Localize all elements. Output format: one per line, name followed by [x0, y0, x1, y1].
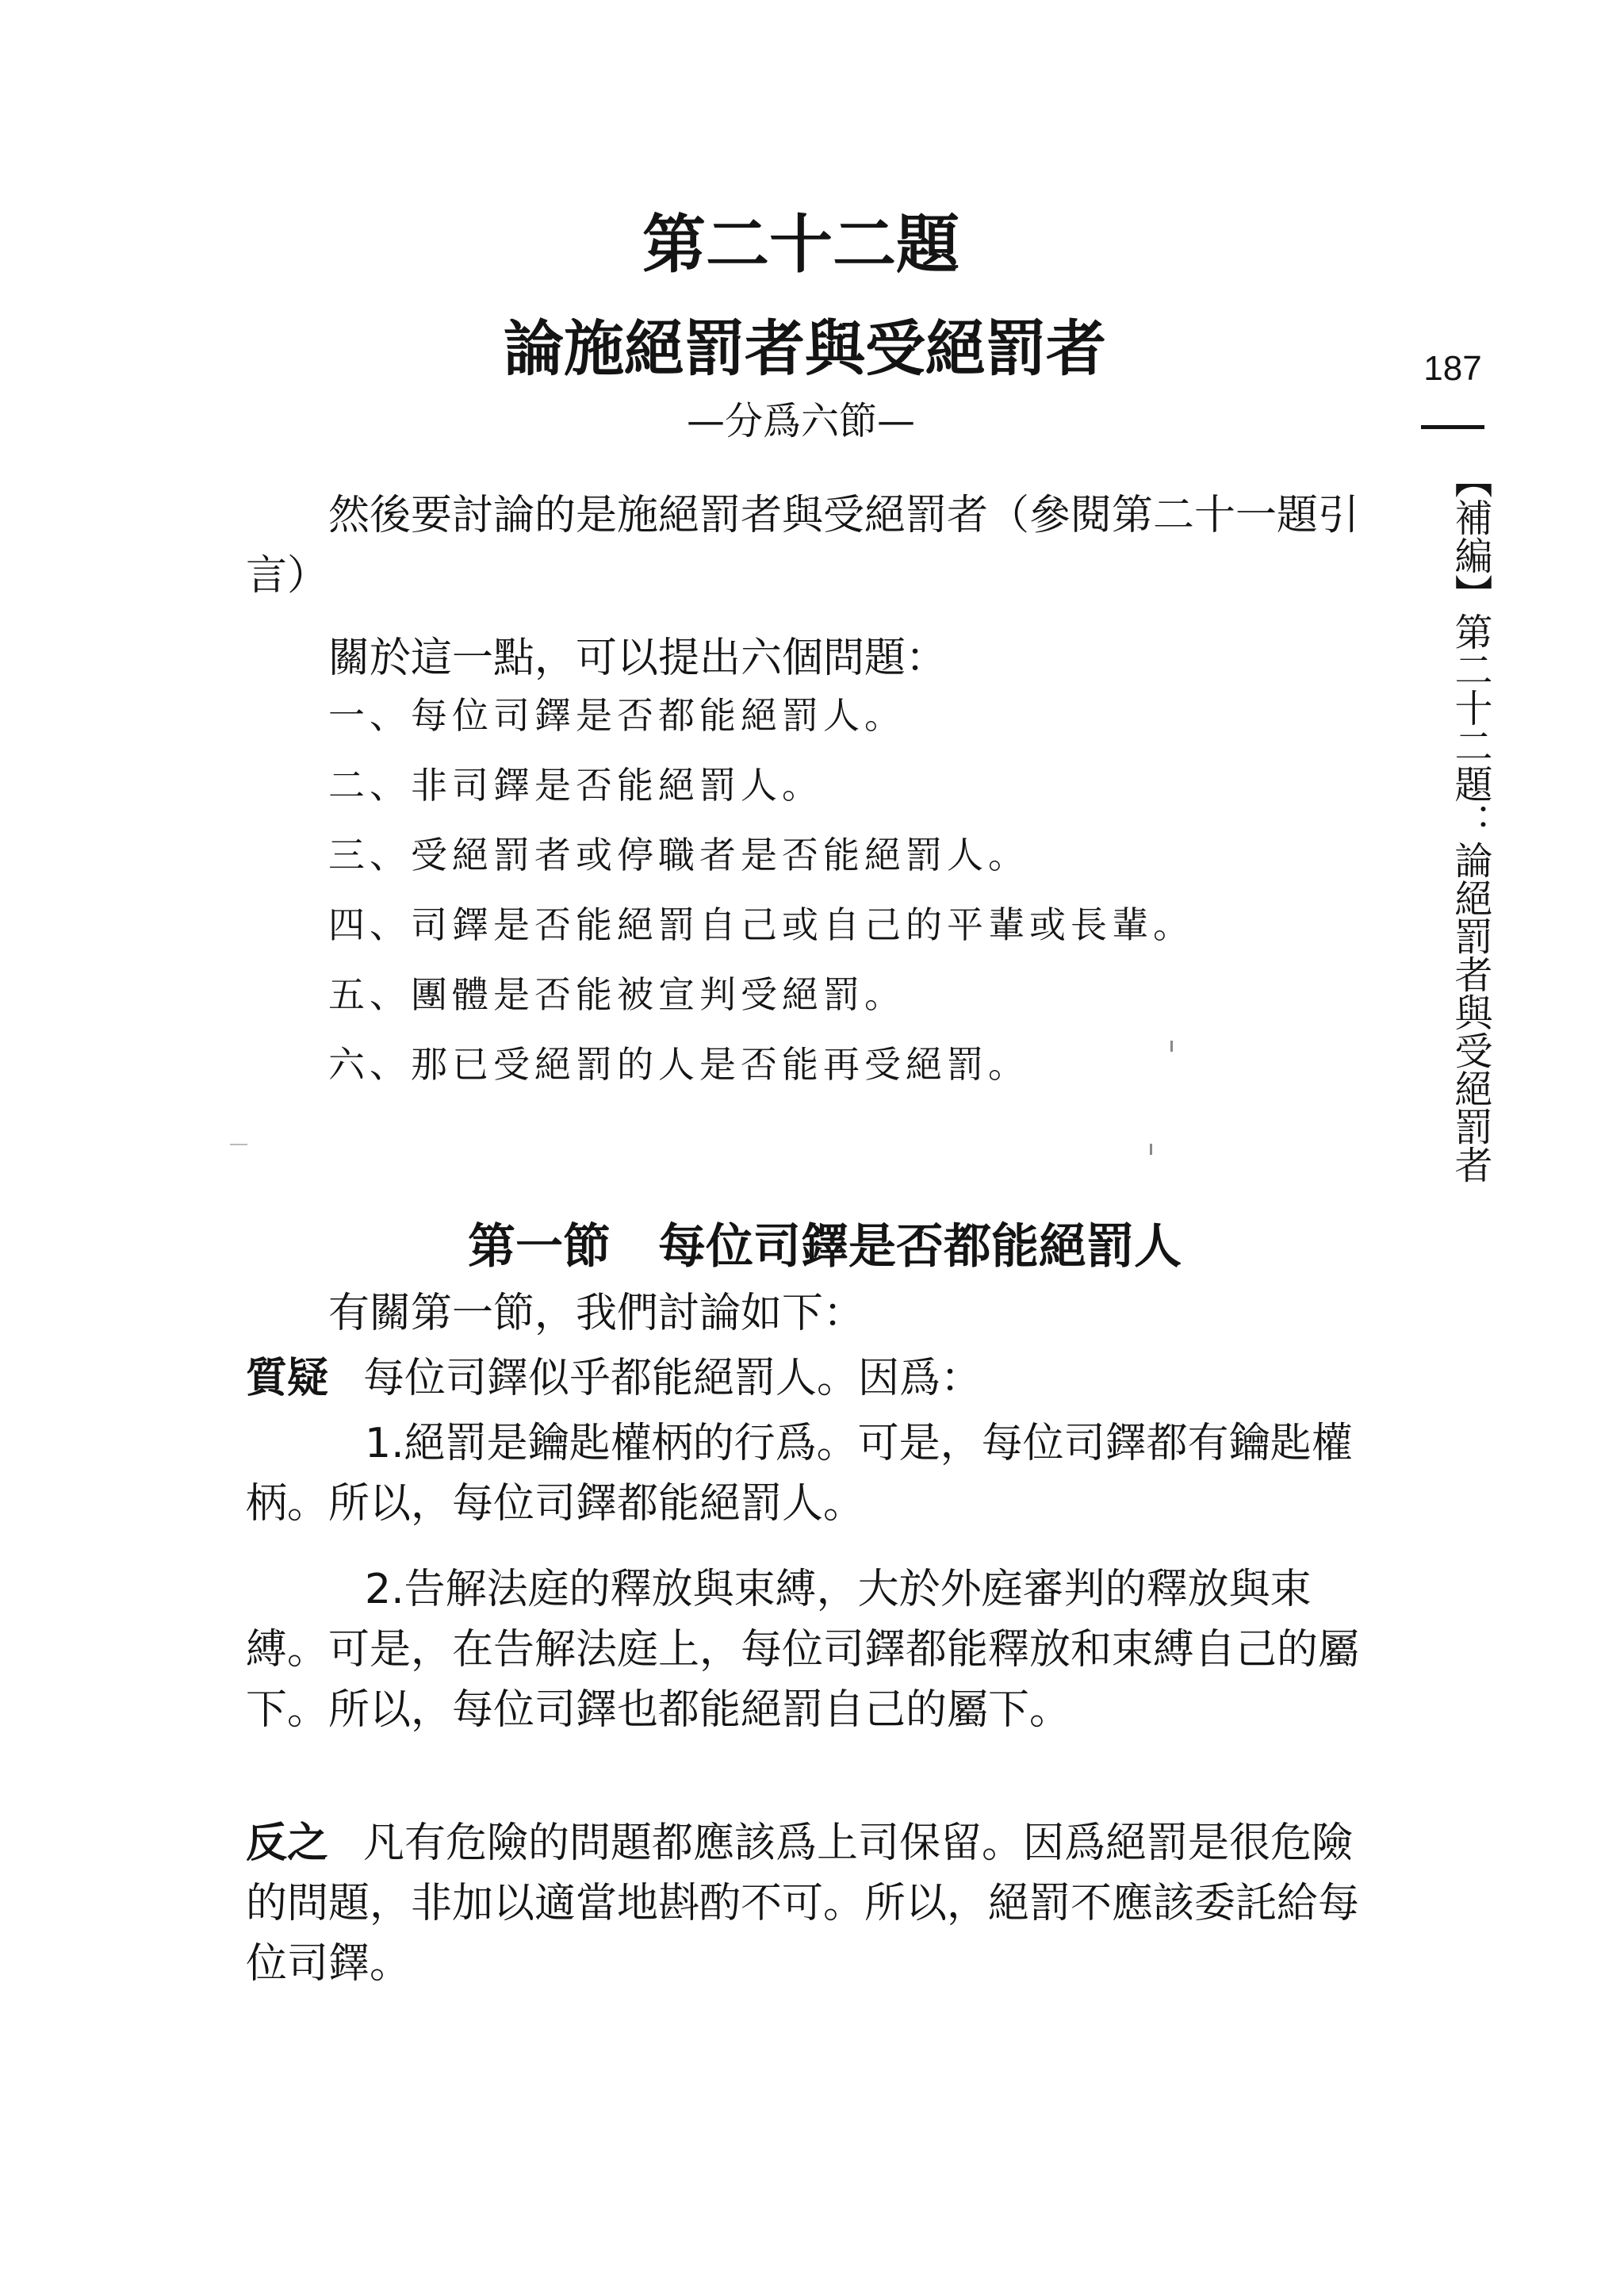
scan-speck — [1150, 1144, 1152, 1155]
page-number: 187 — [1423, 349, 1482, 388]
contra-text: 凡有危險的問題都應該爲上司保留。因爲絕罰是很危險的問題，非加以適當地斟酌不可。所以，絕罰不應該委託給每位司鐸。 — [246, 1819, 1360, 1988]
chapter-subtitle: —分爲六節— — [686, 399, 915, 443]
header-rule — [1421, 425, 1484, 429]
scan-speck — [230, 1144, 247, 1145]
objection-paragraph — [246, 1348, 1372, 1409]
list-item: 三、受絕罰者或停職者是否能絕罰人。 — [328, 834, 1029, 876]
list-item: 一、每位司鐸是否都能絕罰人。 — [328, 694, 906, 737]
argument-1: 1.絕罰是鑰匙權柄的行爲。可是，每位司鐸都有鑰匙權柄。所以，每位司鐸都能絕罰人。 — [246, 1420, 1353, 1528]
list-item: 五、團體是否能被宣判受絕罰。 — [328, 973, 906, 1016]
section-intro: 有關第一節，我們討論如下： — [328, 1290, 865, 1337]
contra-label: 反之 — [246, 1819, 329, 1867]
section-title: 第一節 每位司鐸是否都能絕罰人 — [468, 1219, 1182, 1275]
list-item: 六、那已受絕罰的人是否能再受絕罰。 — [328, 1043, 1029, 1086]
argument-2: 2.告解法庭的釋放與束縛，大於外庭審判的釋放與束縛。可是，在告解法庭上，每位司鐸都能釋放和束縛自己的屬下。所以，每位司鐸也都能絕罰自己的屬下。 — [246, 1566, 1360, 1734]
contra-paragraph — [246, 1813, 1372, 1994]
list-item: 四、司鐸是否能絕罰自己或自己的平輩或長輩。 — [328, 903, 1194, 946]
questions-intro: 關於這一點，可以提出六個問題： — [328, 635, 948, 682]
chapter-main-title: 論施絕罰者與受絕罰者 — [504, 313, 1106, 384]
objection-label: 質疑 — [246, 1355, 329, 1402]
intro-paragraph: 然後要討論的是施絕罰者與受絕罰者（參閱第二十一題引言） — [246, 492, 1360, 600]
list-item: 二、非司鐸是否能絕罰人。 — [328, 764, 823, 807]
scan-speck — [1170, 1041, 1173, 1052]
chapter-number-title: 第二十二題 — [642, 207, 959, 282]
objection-text: 每位司鐸似乎都能絕罰人。因爲： — [363, 1355, 982, 1402]
question-list — [328, 681, 1194, 1099]
running-head: 【補編】第二十二題：論絕罰者與受絕罰者 — [1448, 460, 1492, 1183]
